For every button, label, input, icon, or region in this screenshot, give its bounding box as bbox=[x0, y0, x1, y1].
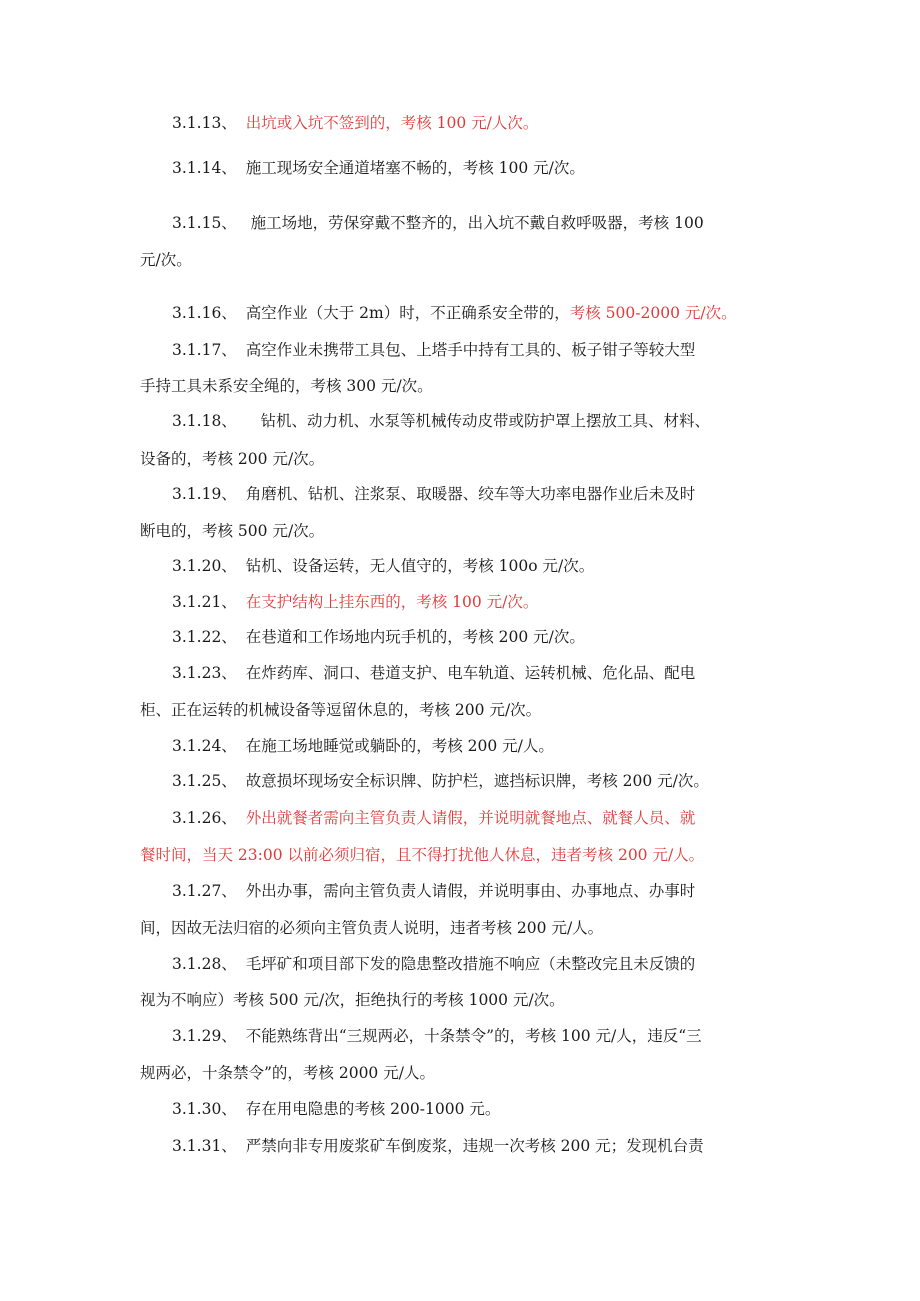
clause-line bbox=[172, 556, 594, 576]
clause-text-highlight: 外出就餐者需向主管负责人请假，并说明就餐地点、就餐人员、就 bbox=[245, 809, 696, 827]
clause-line bbox=[172, 1026, 702, 1046]
clause-text-highlight: 考核 500-2000 元/次。 bbox=[569, 304, 737, 322]
clause-text: 故意损坏现场安全标识牌、防护栏，遮挡标识牌，考核 200 元/次。 bbox=[245, 772, 709, 790]
clause-line bbox=[172, 954, 695, 974]
clause-line bbox=[172, 1099, 500, 1119]
clause-line bbox=[172, 771, 709, 791]
clause-number: 3.1.27、 bbox=[172, 882, 242, 900]
clause-number: 3.1.17、 bbox=[172, 341, 242, 359]
clause-number: 3.1.26、 bbox=[172, 809, 242, 827]
clause-number: 3.1.19、 bbox=[172, 485, 242, 503]
clause-text: 在施工场地睡觉或躺卧的，考核 200 元/人。 bbox=[245, 737, 554, 755]
clause-text: 严禁向非专用废浆矿车倒废浆，违规一次考核 200 元；发现机台责 bbox=[245, 1137, 704, 1155]
clause-continuation: 元/次。 bbox=[140, 251, 192, 269]
clause-text: 外出办事，需向主管负责人请假，并说明事由、办事地点、办事时 bbox=[245, 882, 696, 900]
clause-line bbox=[172, 808, 695, 828]
clause-continuation: 规两必，十条禁令”的，考核 2000 元/人。 bbox=[140, 1064, 435, 1082]
clause-text: 钻机、动力机、水泵等机械传动皮带或防护罩上摆放工具、材料、 bbox=[245, 412, 711, 430]
clause-line bbox=[172, 881, 695, 901]
clause-text: 不能熟练背出“三规两必，十条禁令”的，考核 100 元/人，违反“三 bbox=[245, 1027, 702, 1045]
clause-text-highlight: 出坑或入坑不签到的，考核 100 元/人次。 bbox=[245, 114, 539, 132]
clause-number: 3.1.29、 bbox=[172, 1027, 242, 1045]
clause-number: 3.1.30、 bbox=[172, 1100, 242, 1118]
clause-line bbox=[172, 592, 538, 612]
clause-number: 3.1.31、 bbox=[172, 1137, 242, 1155]
clause-number: 3.1.15、 bbox=[172, 214, 242, 232]
clause-text: 角磨机、钻机、注浆泵、取暖器、绞车等大功率电器作业后未及时 bbox=[245, 485, 696, 503]
clause-continuation: 柜、正在运转的机械设备等逗留休息的，考核 200 元/次。 bbox=[140, 701, 542, 719]
clause-continuation: 间，因故无法归宿的必须向主管负责人说明，违者考核 200 元/人。 bbox=[140, 919, 604, 937]
clause-line bbox=[172, 484, 695, 504]
clause-line bbox=[172, 213, 704, 233]
clause-number: 3.1.20、 bbox=[172, 557, 242, 575]
clause-continuation: 设备的，考核 200 元/次。 bbox=[140, 450, 325, 468]
clause-line bbox=[172, 1136, 704, 1156]
clause-number: 3.1.25、 bbox=[172, 772, 242, 790]
clause-number: 3.1.22、 bbox=[172, 628, 242, 646]
clause-text: 在炸药库、洞口、巷道支护、电车轨道、运转机械、危化品、配电 bbox=[245, 664, 696, 682]
clause-text: 钻机、设备运转，无人值守的，考核 100o 元/次。 bbox=[245, 557, 595, 575]
clause-line bbox=[172, 411, 710, 431]
clause-number: 3.1.18、 bbox=[172, 412, 242, 430]
clause-text: 高空作业（大于 2m）时，不正确系安全带的， bbox=[245, 304, 570, 322]
clause-number: 3.1.21、 bbox=[172, 593, 242, 611]
clause-line bbox=[172, 736, 554, 756]
clause-number: 3.1.24、 bbox=[172, 737, 242, 755]
clause-text: 施工现场安全通道堵塞不畅的，考核 100 元/次。 bbox=[245, 159, 585, 177]
clause-text: 高空作业未携带工具包、上塔手中持有工具的、板子钳子等较大型 bbox=[245, 341, 696, 359]
clause-line bbox=[172, 627, 585, 647]
clause-line bbox=[172, 663, 695, 683]
clause-continuation: 餐时间，当天 23:00 以前必须归宿，且不得打扰他人休息，违者考核 200 元/人。 bbox=[140, 846, 705, 864]
clause-line bbox=[172, 340, 695, 360]
clause-line bbox=[172, 158, 585, 178]
clause-text: 施工场地，劳保穿戴不整齐的，出入坑不戴自救呼吸器，考核 100 bbox=[245, 214, 704, 232]
clause-number: 3.1.28、 bbox=[172, 955, 242, 973]
clause-number: 3.1.13、 bbox=[172, 114, 242, 132]
clause-text: 存在用电隐患的考核 200-1000 元。 bbox=[245, 1100, 501, 1118]
clause-continuation: 视为不响应）考核 500 元/次，拒绝执行的考核 1000 元/次。 bbox=[140, 991, 565, 1009]
clause-number: 3.1.23、 bbox=[172, 664, 242, 682]
clause-text: 毛坪矿和项目部下发的隐患整改措施不响应（未整改完且未反馈的 bbox=[245, 955, 696, 973]
clause-number: 3.1.14、 bbox=[172, 159, 242, 177]
clause-text-highlight: 在支护结构上挂东西的，考核 100 元/次。 bbox=[245, 593, 539, 611]
clause-line bbox=[172, 113, 538, 133]
clause-text: 在巷道和工作场地内玩手机的，考核 200 元/次。 bbox=[245, 628, 585, 646]
clause-continuation: 手持工具未系安全绳的，考核 300 元/次。 bbox=[140, 377, 433, 395]
clause-continuation: 断电的，考核 500 元/次。 bbox=[140, 522, 325, 540]
clause-line bbox=[172, 303, 737, 323]
clause-number: 3.1.16、 bbox=[172, 304, 242, 322]
